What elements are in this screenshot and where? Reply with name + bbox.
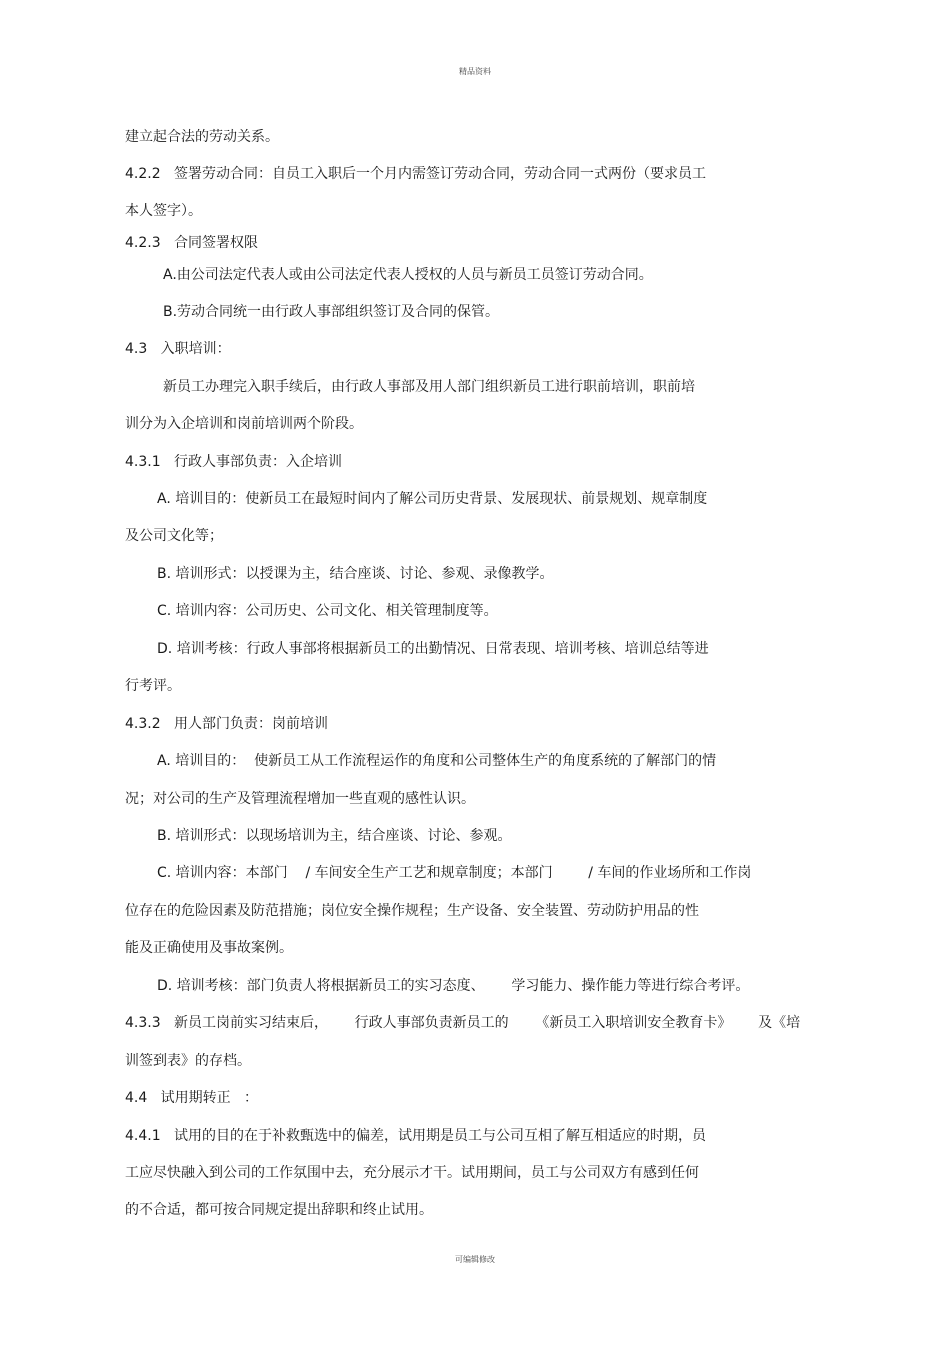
text-line-29: 工应尽快融入到公司的工作氛围中去，充分展示才干。试用期间，员工与公司双方有感到任何 — [125, 1165, 699, 1181]
text-line-20: B. 培训形式：以现场培训为主，结合座谈、讨论、参观。 — [157, 828, 512, 844]
text-line-1: 建立起合法的劳动关系。 — [125, 129, 279, 145]
text-line-17: 4.3.2 用人部门负责：岗前培训 — [125, 716, 328, 732]
text-line-27: 4.4 试用期转正 ： — [125, 1090, 258, 1106]
text-line-28: 4.4.1 试用的目的在于补救甄选中的偏差，试用期是员工与公司互相了解互相适应的时期，员 — [125, 1128, 706, 1144]
text-line-4: 4.2.3 合同签署权限 — [125, 235, 258, 251]
page-header: 精品资料 — [459, 67, 491, 76]
text-line-16: 行考评。 — [125, 678, 181, 694]
text-line-11: A. 培训目的：使新员工在最短时间内了解公司历史背景、发展现状、前景规划、规章制度 — [157, 491, 708, 507]
text-line-9: 训分为入企培训和岗前培训两个阶段。 — [125, 416, 363, 432]
text-line-10: 4.3.1 行政人事部负责：入企培训 — [125, 454, 342, 470]
text-line-19: 况；对公司的生产及管理流程增加一些直观的感性认识。 — [125, 791, 475, 807]
text-line-6: B.劳动合同统一由行政人事部组织签订及合同的保管。 — [163, 304, 500, 320]
text-line-24: D. 培训考核：部门负责人将根据新员工的实习态度、 学习能力、操作能力等进行综合考评。 — [157, 978, 750, 994]
page-footer: 可编辑修改 — [455, 1255, 495, 1264]
text-line-30: 的不合适，都可按合同规定提出辞职和终止试用。 — [125, 1202, 433, 1218]
text-line-25: 4.3.3 新员工岗前实习结束后， 行政人事部负责新员工的 《新员工入职培训安全教育卡》 及《培 — [125, 1015, 801, 1031]
text-line-13: B. 培训形式：以授课为主，结合座谈、讨论、参观、录像教学。 — [157, 566, 554, 582]
text-line-21: C. 培训内容：本部门 / 车间安全生产工艺和规章制度；本部门 / 车间的作业场所和工作岗 — [157, 865, 752, 881]
text-line-18: A. 培训目的： 使新员工从工作流程运作的角度和公司整体生产的角度系统的了解部门的情 — [157, 753, 717, 769]
text-line-23: 能及正确使用及事故案例。 — [125, 940, 293, 956]
text-line-12: 及公司文化等； — [125, 528, 223, 544]
text-line-2: 4.2.2 签署劳动合同：自员工入职后一个月内需签订劳动合同，劳动合同一式两份（要求员工 — [125, 166, 706, 182]
text-line-15: D. 培训考核：行政人事部将根据新员工的出勤情况、日常表现、培训考核、培训总结等进 — [157, 641, 709, 657]
text-line-5: A.由公司法定代表人或由公司法定代表人授权的人员与新员工员签订劳动合同。 — [163, 267, 653, 283]
text-line-26: 训签到表》的存档。 — [125, 1053, 251, 1069]
text-line-22: 位存在的危险因素及防范措施；岗位安全操作规程；生产设备、安全装置、劳动防护用品的性 — [125, 903, 699, 919]
text-line-7: 4.3 入职培训： — [125, 341, 231, 357]
text-line-8: 新员工办理完入职手续后，由行政人事部及用人部门组织新员工进行职前培训，职前培 — [163, 379, 695, 395]
text-line-14: C. 培训内容：公司历史、公司文化、相关管理制度等。 — [157, 603, 498, 619]
text-line-3: 本人签字）。 — [125, 203, 202, 219]
